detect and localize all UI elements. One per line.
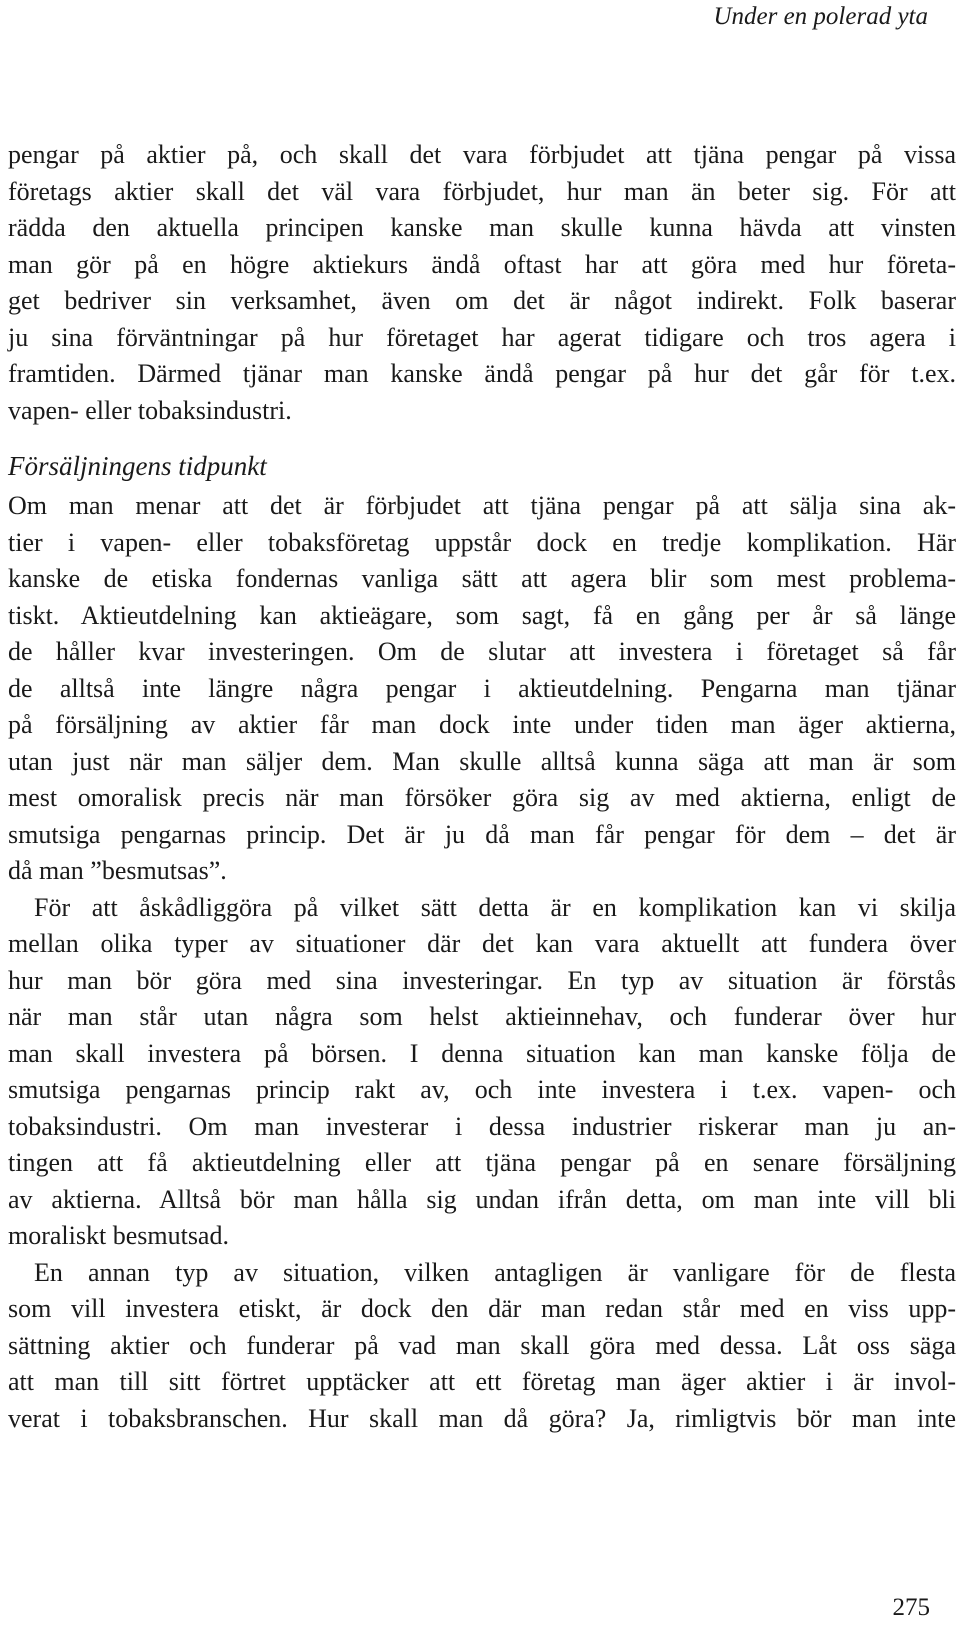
text-line: pengar på aktier på, och skall det vara förbjudet att tjäna pengar på vissa [8,140,956,169]
text-line: rädda den aktuella principen kanske man skulle kunna hävda att vinsten [8,213,956,242]
text-line: För att åskådliggöra på vilket sätt detta är en komplikation kan vi skilja [34,892,956,922]
text-line: som vill investera etiskt, är dock den där man redan står med en viss upp- [8,1294,956,1323]
text-line: hur man bör göra med sina investeringar. En typ av situation är förstås [8,965,956,995]
text-line: då man ”besmutsas”. [8,856,227,885]
running-header: Under en polerad yta [713,3,928,30]
text-line: kanske de etiska fondernas vanliga sätt att agera blir som mest problema- [8,564,956,593]
text-line: get bedriver sin verksamhet, även om det är något indirekt. Folk baserar [8,286,956,315]
text-line: sättning aktier och funderar på vad man skall göra med dessa. Låt oss säga [8,1330,956,1360]
text-line: vapen- eller tobaksindustri. [8,395,292,425]
text-line: tingen att få aktieutdelning eller att tjäna pengar på en senare försäljning [8,1148,956,1177]
text-line: att man till sitt förtret upptäcker att ett företag man äger aktier i är invol- [8,1367,956,1396]
text-line: av aktierna. Alltså bör man hålla sig undan ifrån detta, om man inte vill bli [8,1184,956,1214]
text-line: moraliskt besmutsad. [8,1221,229,1250]
text-line: utan just när man säljer dem. Man skulle alltså kunna säga att man är som [8,746,956,776]
text-line: när man står utan några som helst aktieinnehav, och funderar över hur [8,1002,956,1031]
text-line: företags aktier skall det väl vara förbjudet, hur man än beter sig. För att [8,176,956,206]
paragraph [8,137,956,429]
text-line: de alltså inte längre några pengar i aktieutdelning. Pengarna man tjänar [8,673,956,703]
text-line: mest omoralisk precis när man försöker göra sig av med aktierna, enligt de [8,783,956,812]
text-line: smutsiga pengarnas princip. Det är ju då man får pengar för dem – det är [8,819,956,849]
paragraph [8,890,956,1255]
text-line: man skall investera på börsen. I denna situation kan man kanske följa de [8,1038,956,1068]
text-line: på försäljning av aktier får man dock inte under tiden man äger aktierna, [8,710,956,739]
paragraph [8,488,956,890]
section-heading: Försäljningens tidpunkt [8,451,267,481]
paragraph [8,1255,956,1438]
body-text [8,137,956,1437]
text-line: Om man menar att det är förbjudet att tjäna pengar på att sälja sina ak- [8,491,956,520]
text-line: tier i vapen- eller tobaksföretag uppstår dock en tredje komplikation. Här [8,527,956,557]
text-line: tiskt. Aktieutdelning kan aktieägare, som sagt, få en gång per år så länge [8,600,956,630]
text-line: man gör på en högre aktiekurs ändå oftast har att göra med hur företa- [8,249,956,279]
text-line: ju sina förväntningar på hur företaget har agerat tidigare och tros agera i [8,322,956,352]
text-line: framtiden. Därmed tjänar man kanske ändå pengar på hur det går för t.ex. [8,359,956,388]
text-line: de håller kvar investeringen. Om de slutar att investera i företaget så får [8,637,956,666]
text-line: En annan typ av situation, vilken antagligen är vanligare för de flesta [34,1257,956,1287]
page-number: 275 [892,1594,930,1621]
text-line: smutsiga pengarnas princip rakt av, och inte investera i t.ex. vapen- och [8,1075,956,1104]
text-line: mellan olika typer av situationer där det kan vara aktuellt att fundera över [8,929,956,958]
text-line: verat i tobaksbranschen. Hur skall man då göra? Ja, rimligtvis bör man inte [8,1403,956,1433]
text-line: tobaksindustri. Om man investerar i dessa industrier riskerar man ju an- [8,1111,956,1141]
